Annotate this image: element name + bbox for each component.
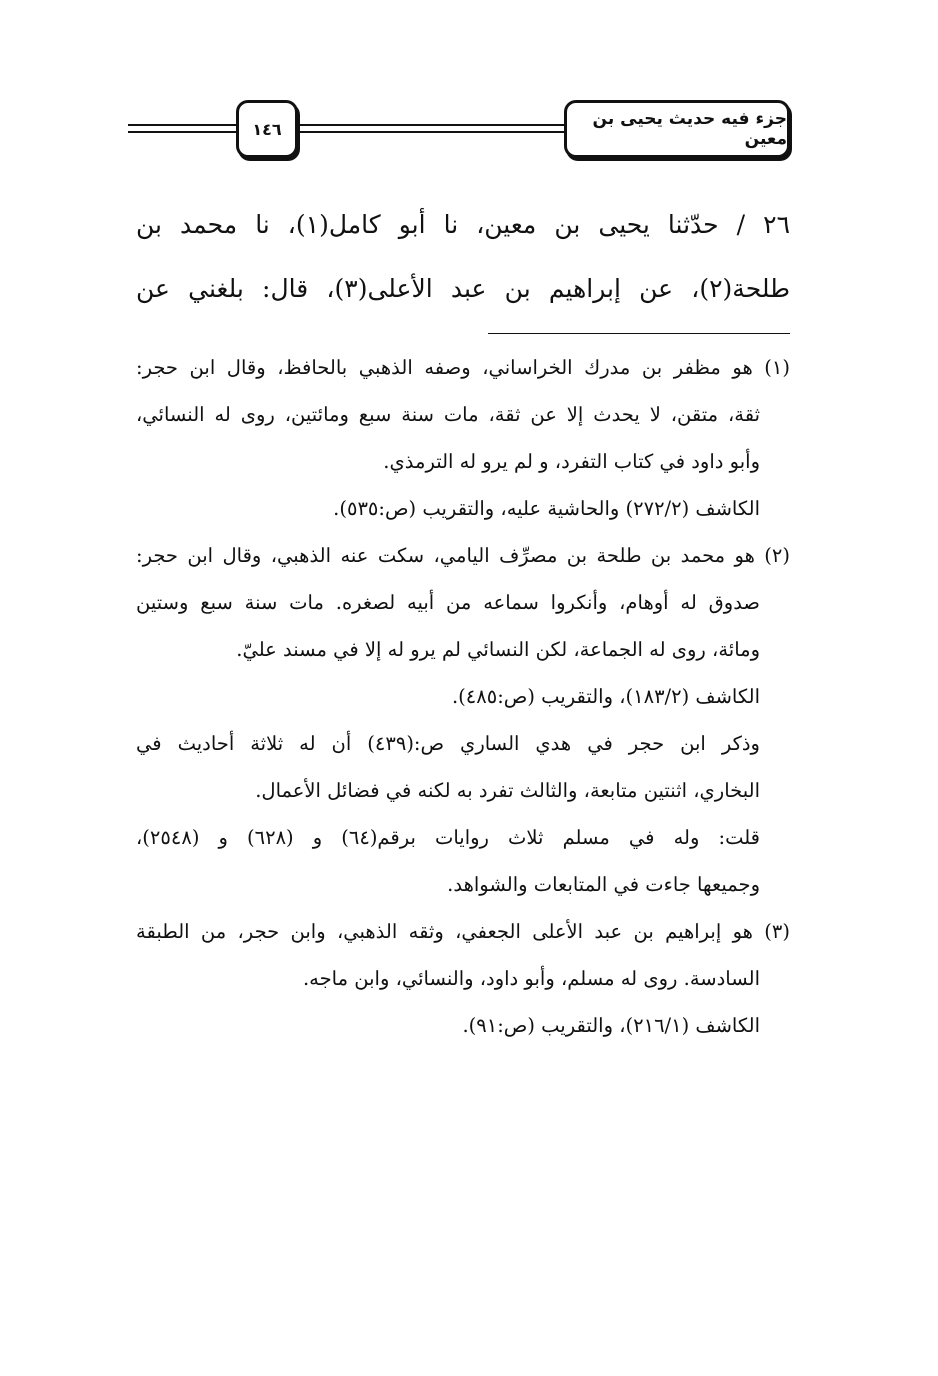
header-rule-mid-top xyxy=(298,124,564,126)
header-rule-left-bottom xyxy=(128,131,236,133)
header-rule-mid-bottom xyxy=(298,131,564,133)
header-rule-left-top xyxy=(128,124,236,126)
footnote-line: ثقة، متقن، لا يحدث إلا عن ثقة، مات سنة سبع ومائتين، روى له النسائي، xyxy=(136,403,760,426)
footnote-line: وذكر ابن حجر في هدي الساري ص:(٤٣٩) أن له ثلاثة أحاديث في xyxy=(136,732,760,755)
page-number: ١٤٦ xyxy=(236,100,298,158)
footnote-line: الكاشف (٢٧٢/٢) والحاشية عليه، والتقريب (ص:٥٣٥). xyxy=(333,497,760,520)
footnote-line: السادسة. روى له مسلم، وأبو داود، والنسائي، وابن ماجه. xyxy=(302,967,760,990)
footnote-line: (١) هو مظفر بن مدرك الخراساني، وصفه الذهبي بالحافظ، وقال ابن حجر: xyxy=(136,356,790,379)
hadith-line-1: ٢٦ / حدّثنا يحيى بن معين، نا أبو كامل(١)، نا محمد بن xyxy=(136,210,790,239)
footnote-line: وأبو داود في كتاب التفرد، و لم يرو له الترمذي. xyxy=(383,450,760,473)
footnote-line: قلت: وله في مسلم ثلاث روايات برقم(٦٤) و (٦٢٨) و (٢٥٤٨)، xyxy=(136,826,760,849)
footnote-line: وجميعها جاءت في المتابعات والشواهد. xyxy=(447,873,760,896)
hadith-line-2: طلحة(٢)، عن إبراهيم بن عبد الأعلى(٣)، قال: بلغني عن xyxy=(136,274,790,303)
footnote-line: (٢) هو محمد بن طلحة بن مصرِّف اليامي، سكت عنه الذهبي، وقال ابن حجر: xyxy=(136,544,790,567)
page-header xyxy=(128,98,790,160)
footnote-line: الكاشف (١٨٣/٢)، والتقريب (ص:٤٨٥). xyxy=(451,685,760,708)
footnote-line: ومائة، روى له الجماعة، لكن النسائي لم يرو له إلا في مسند عليّ. xyxy=(236,638,760,661)
footnote-line: (٣) هو إبراهيم بن عبد الأعلى الجعفي، وثقه الذهبي، وابن حجر، من الطبقة xyxy=(136,920,790,943)
running-title: جزء فيه حديث يحيى بن معين xyxy=(564,100,790,158)
footnote-line: الكاشف (٢١٦/١)، والتقريب (ص:٩١). xyxy=(462,1014,760,1037)
footnote-separator xyxy=(488,333,790,334)
footnote-line: صدوق له أوهام، وأنكروا سماعه من أبيه لصغره. مات سنة سبع وستين xyxy=(136,591,760,614)
footnote-line: البخاري، اثنتين متابعة، والثالث تفرد به لكنه في فضائل الأعمال. xyxy=(255,779,760,802)
